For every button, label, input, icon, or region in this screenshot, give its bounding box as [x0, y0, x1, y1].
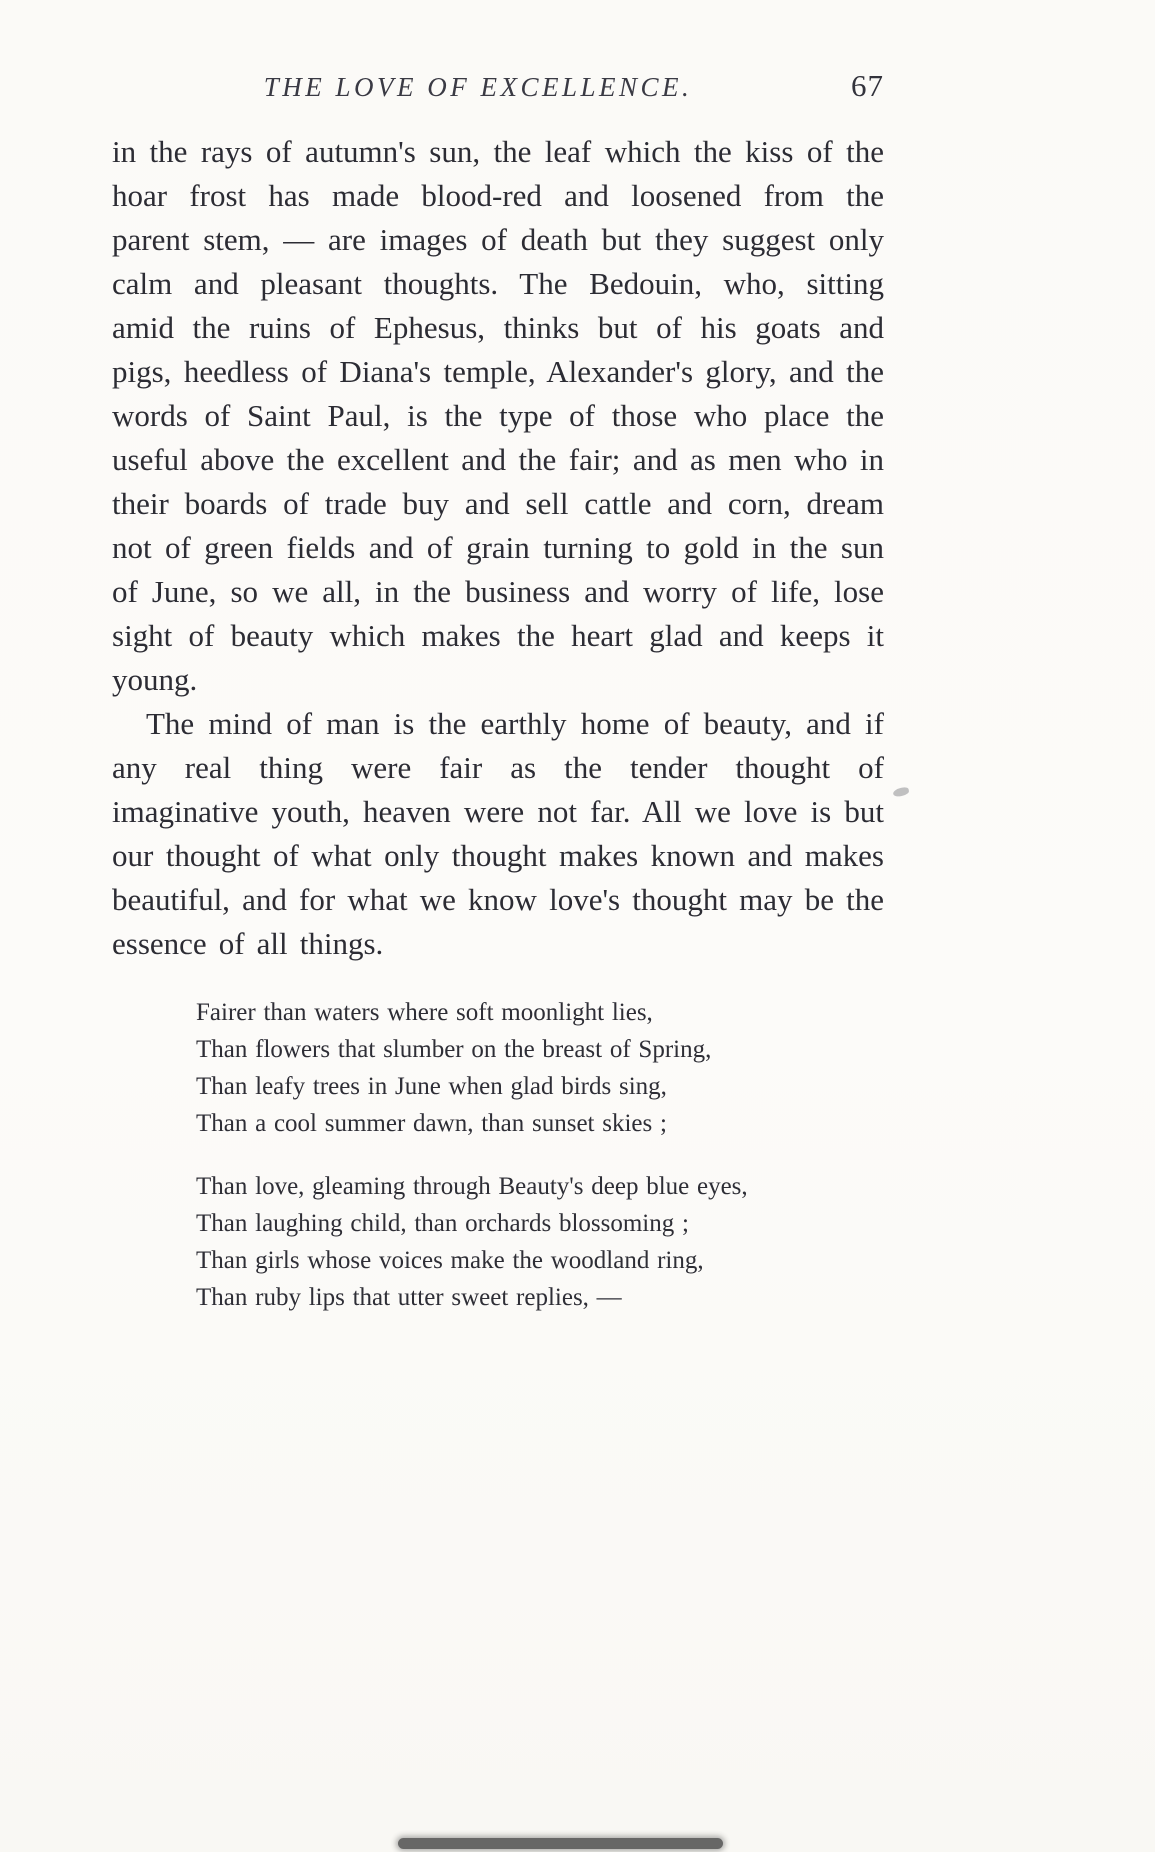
page-text [112, 130, 884, 1316]
poem-line: Than girls whose voices make the woodland ring, [196, 1247, 704, 1274]
scan-speck-artifact [892, 786, 909, 797]
running-head [112, 68, 884, 112]
poem-line: Fairer than waters where soft moonlight lies, [196, 999, 653, 1026]
poem-stanza-1 [196, 994, 884, 1142]
poem-line: Than leafy trees in June when glad birds sing, [196, 1073, 667, 1100]
poem-line: Than laughing child, than orchards blossoming ; [196, 1210, 689, 1237]
poem-line: Than ruby lips that utter sweet replies, — [196, 1284, 622, 1311]
poem-line: Than a cool summer dawn, than sunset skies ; [196, 1110, 667, 1137]
poem-stanza-2 [196, 1168, 884, 1316]
poem-line: Than love, gleaming through Beauty's deep blue eyes, [196, 1173, 748, 1200]
page-number: 67 [851, 68, 884, 103]
body-paragraph-1: in the rays of autumn's sun, the leaf which the kiss of the hoar frost has made blood-red and loosened from the parent stem, — are images of death but they suggest only calm and pleasant thoughts. The Bedouin, who, sitting amid the ruins of Ephesus, thinks but of his goats and pigs, heedless of Diana's temple, Alexander's glory, and the words of Saint Paul, is the type of those who place the useful above the excellent and the fair; and as men who in their boards of trade buy and sell cattle and corn, dream not of green fields and of grain turning to gold in the sun of June, so we all, in the business and worry of life, lose sight of beauty which makes the heart glad and keeps it young. [112, 134, 884, 697]
poem-block [196, 994, 884, 1316]
page-edge-artifact [398, 1838, 723, 1849]
running-title: THE LOVE OF EXCELLENCE. [263, 72, 693, 102]
body-paragraph-2: The mind of man is the earthly home of beauty, and if any real thing were fair as the tender thought of imaginative youth, heaven were not far. All we love is but our thought of what only thought makes known and makes beautiful, and for what we know love's thought may be the essence of all things. [112, 706, 884, 961]
poem-line: Than flowers that slumber on the breast of Spring, [196, 1036, 712, 1063]
